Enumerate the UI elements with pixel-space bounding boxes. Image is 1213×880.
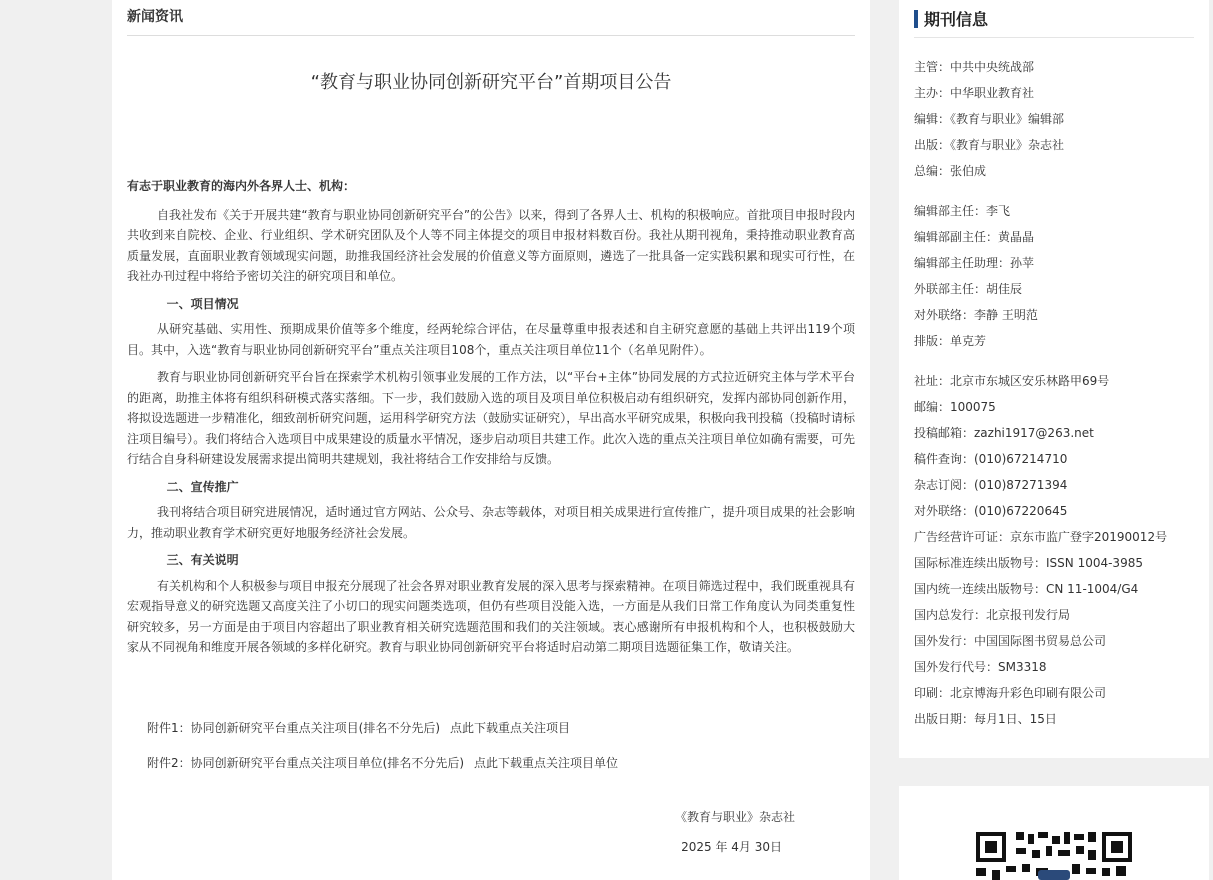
section-heading: 一、项目情况 bbox=[166, 296, 239, 311]
info-row: 国外发行：中国国际图书贸易总公司 bbox=[914, 634, 1107, 648]
info-row: 出版日期：每月1日、15日 bbox=[914, 712, 1057, 726]
info-row: 总编：张伯成 bbox=[914, 164, 987, 178]
journal-info-title: 期刊信息 bbox=[924, 10, 989, 29]
article-paragraphs bbox=[127, 205, 855, 658]
section-title: 新闻资讯 bbox=[127, 0, 855, 36]
info-row: 邮编：100075 bbox=[914, 400, 996, 414]
info-row: 编辑部主任助理：孙苹 bbox=[914, 256, 1035, 270]
info-row: 对外联络：(010)67220645 bbox=[914, 504, 1068, 518]
info-row: 编辑：《教育与职业》编辑部 bbox=[914, 112, 1065, 126]
info-row: 国际标准连续出版物号：ISSN 1004-3985 bbox=[914, 556, 1143, 570]
paragraph: 有关机构和个人积极参与项目申报充分展现了社会各界对职业教育发展的深入思考与探索精神。在项目筛选过程中，我们既重视具有宏观指导意义的研究选题又高度关注了小切口的现实问题类选项，但仍有些项目没能入选，一方面是从我们日常工作角度认为同类重复性研究较多，另一方面是由于项目内容超出了职业教育相关研究选题范围和我们的关注领域。衷心感谢所有申报机构和个人，也积极鼓励大家从不同视角和维度开展各领域的多样化研究。教育与职业协同创新研究平台将适时启动第二期项目选题征集工作，敬请关注。 bbox=[127, 578, 855, 654]
info-row: 杂志订阅：(010)87271394 bbox=[914, 478, 1068, 492]
attachment-item bbox=[127, 753, 855, 773]
publish-date: 2025 年 4月 30日 bbox=[681, 839, 782, 854]
attachment-label: 附件2：协同创新研究平台重点关注项目单位(排名不分先后) bbox=[147, 755, 465, 770]
info-row: 国外发行代号：SM3318 bbox=[914, 660, 1047, 674]
info-row: 外联部主任：胡佳辰 bbox=[914, 282, 1023, 296]
info-row: 印刷：北京博海升彩色印刷有限公司 bbox=[914, 686, 1107, 700]
download-link[interactable]: 点此下载重点关注项目 bbox=[450, 720, 571, 735]
main-content bbox=[112, 0, 870, 880]
info-row: 投稿邮箱：zazhi1917@263.net bbox=[914, 426, 1094, 440]
info-row: 排版：单克芳 bbox=[914, 334, 987, 348]
info-row: 国内总发行：北京报刊发行局 bbox=[914, 608, 1071, 622]
info-row: 广告经营许可证：京东市监广登字20190012号 bbox=[914, 530, 1168, 544]
info-row: 主办：中华职业教育社 bbox=[914, 86, 1035, 100]
paragraph: 我刊将结合项目研究进展情况，适时通过官方网站、公众号、杂志等载体，对项目相关成果进行宣传推广，提升项目成果的社会影响力，推动职业教育学术研究更好地服务经济社会发展。 bbox=[127, 505, 855, 540]
attachment-item bbox=[127, 718, 855, 738]
qr-code-icon bbox=[976, 810, 1132, 880]
paragraph: 从研究基础、实用性、预期成果价值等多个维度，经两轮综合评估，在尽量尊重申报表述和自主研究意愿的基础上共评出119个项目。其中，入选“教育与职业协同创新研究平台”重点关注项目108个，重点关注项目单位11个（名单见附件）。 bbox=[127, 322, 855, 357]
info-row: 对外联络：李静 王明范 bbox=[914, 308, 1038, 322]
info-gap bbox=[914, 354, 1194, 368]
signature-block bbox=[127, 807, 855, 857]
info-row: 稿件查询：(010)67214710 bbox=[914, 452, 1068, 466]
paragraph: 自我社发布《关于开展共建“教育与职业协同创新研究平台”的公告》以来，得到了各界人士、机构的积极响应。首批项目申报时段内共收到来自院校、企业、行业组织、学术研究团队及个人等不同主体提交的项目申报材料数百份。我社从期刊视角，秉持推动职业教育高质量发展，直面职业教育领域现实问题，助推我国经济社会发展的价值意义等方面原则，遴选了一批具备一定实践积累和现实可行性，在我社办刊过程中将给予密切关注的研究项目和单位。 bbox=[127, 207, 855, 283]
journal-info-list bbox=[914, 54, 1194, 732]
journal-info-panel bbox=[899, 0, 1209, 758]
info-gap bbox=[914, 184, 1194, 198]
info-row: 社址：北京市东城区安乐林路甲69号 bbox=[914, 374, 1110, 388]
download-link[interactable]: 点此下载重点关注项目单位 bbox=[474, 755, 619, 770]
info-row: 主管：中共中央统战部 bbox=[914, 60, 1035, 74]
article-body bbox=[127, 176, 855, 857]
journal-info-header bbox=[914, 0, 1194, 38]
paragraph: 教育与职业协同创新研究平台旨在探索学术机构引领事业发展的工作方法，以“平台+主体”协同发展的方式拉近研究主体与学术平台的距离，助推主体将有组织科研模式落实落细。下一步，我们鼓励入选的项目及项目单位积极启动有组织研究，发挥内部协同创新作用，将拟设选题进一步精准化，细致剖析研究问题，运用科学研究方法（鼓励实证研究），早出高水平研究成果，积极向我刊投稿（投稿时请标注项目编号）。我们将结合入选项目中成果建设的质量水平情况，逐步启动项目共建工作。此次入选的重点关注项目单位如确有需要，可先行结合自身科研建设发展需求提出简明共建规划，我社将结合工作安排给与反馈。 bbox=[127, 370, 855, 466]
article-title: “教育与职业协同创新研究平台”首期项目公告 bbox=[310, 72, 672, 93]
qr-card bbox=[899, 786, 1209, 880]
accent-bar bbox=[914, 10, 918, 28]
section-heading: 二、宣传推广 bbox=[166, 479, 239, 494]
section-heading: 三、有关说明 bbox=[166, 553, 239, 567]
info-row: 编辑部主任：李飞 bbox=[914, 204, 1011, 218]
salutation: 有志于职业教育的海内外各界人士、机构： bbox=[127, 179, 356, 193]
attachment-label: 附件1：协同创新研究平台重点关注项目(排名不分先后) bbox=[147, 720, 441, 735]
info-row: 编辑部副主任：黄晶晶 bbox=[914, 230, 1035, 244]
info-row: 出版：《教育与职业》杂志社 bbox=[914, 138, 1065, 152]
info-row: 国内统一连续出版物号：CN 11-1004/G4 bbox=[914, 582, 1139, 596]
signature: 《教育与职业》杂志社 bbox=[674, 809, 795, 824]
attachments bbox=[127, 718, 855, 773]
